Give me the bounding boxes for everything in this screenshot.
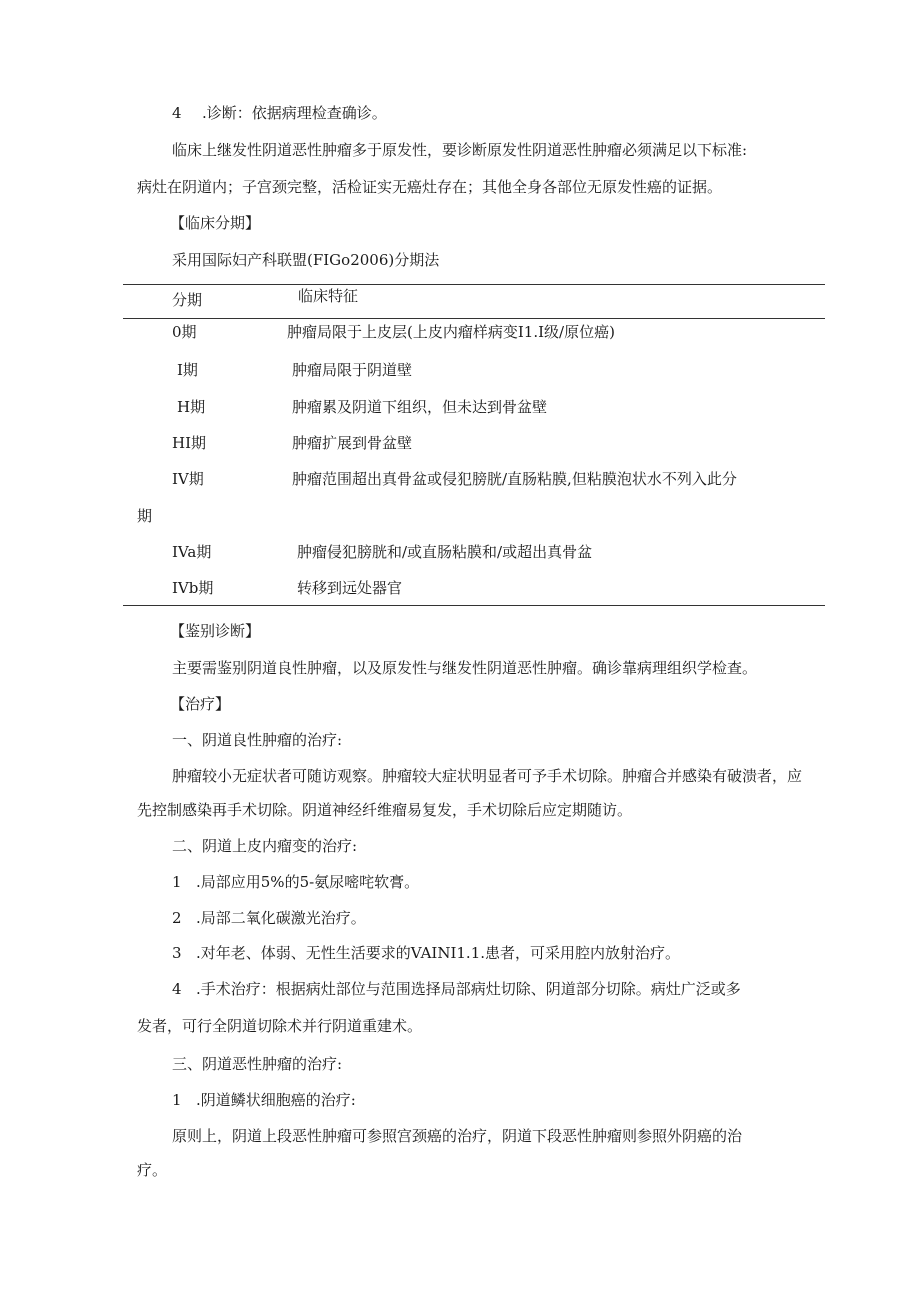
item-text: .对年老、体弱、无性生活要求的VAINI1.1.患者，可采用腔内放射治疗。 xyxy=(196,944,681,962)
table-header-feature: 临床特征 xyxy=(298,287,359,305)
benign-line-2: 先控制感染再手术切除。阴道神经纤维瘤易复发，手术切除后应定期随访。 xyxy=(137,801,633,819)
table-top-rule xyxy=(123,284,825,285)
item-number: 2 xyxy=(172,909,182,927)
stage-feature: 肿瘤范围超出真骨盆或侵犯膀胱/直肠粘膜,但粘膜泡状水不列入此分 xyxy=(292,470,737,488)
stage-label: IV期 xyxy=(172,470,204,488)
stage-feature: 肿瘤局限于上皮层(上皮内瘤样病变I1.I级/原位癌) xyxy=(287,323,615,341)
stage-feature-continued: 期 xyxy=(137,507,153,525)
item-number: 1 xyxy=(172,1091,182,1109)
item-text: .手术治疗：根据病灶部位与范围选择局部病灶切除、阴道部分切除。病灶广泛或多 xyxy=(196,980,741,998)
malignant-item xyxy=(172,1090,356,1110)
stage-label: H期 xyxy=(177,398,206,416)
item-text: .局部二氧化碳激光治疗。 xyxy=(196,909,366,927)
benign-line-1: 肿瘤较小无症状者可随访观察。肿瘤较大症状明显者可予手术切除。肿瘤合并感染有破溃者，应 xyxy=(172,767,803,785)
differential-heading: 【鉴别诊断】 xyxy=(170,622,261,640)
stage-label: IVa期 xyxy=(172,543,212,561)
staging-heading: 【临床分期】 xyxy=(170,214,261,232)
vain-item-continued: 发者，可行全阴道切除术并行阴道重建术。 xyxy=(137,1017,423,1035)
stage-label: I期 xyxy=(177,361,198,379)
vain-item xyxy=(172,943,680,963)
principle-line-2: 疗。 xyxy=(137,1161,168,1179)
staging-method: 采用国际妇产科联盟(FIGo2006)分期法 xyxy=(172,251,440,269)
item-text: .局部应用5%的5-氨尿嘧咤软膏。 xyxy=(196,873,420,891)
differential-text: 主要需鉴别阴道良性肿瘤，以及原发性与继发性阴道恶性肿瘤。确诊靠病理组织学检查。 xyxy=(172,659,758,677)
diagnosis-item xyxy=(172,103,387,123)
item-number: 1 xyxy=(172,873,182,891)
principle-line-1: 原则上，阴道上段恶性肿瘤可参照宫颈癌的治疗，阴道下段恶性肿瘤则参照外阴癌的治 xyxy=(172,1127,743,1145)
stage-feature: 转移到远处器官 xyxy=(297,579,403,597)
stage-feature: 肿瘤侵犯膀胱和/或直肠粘膜和/或超出真骨盆 xyxy=(297,543,593,561)
vain-title: 二、阴道上皮内瘤变的治疗: xyxy=(172,837,358,855)
table-header-rule xyxy=(123,318,825,319)
item-number: 4 xyxy=(172,980,182,998)
stage-feature: 肿瘤局限于阴道壁 xyxy=(292,361,413,379)
stage-label: IVb期 xyxy=(172,579,214,597)
item-text: .诊断：依据病理检查确诊。 xyxy=(202,104,387,122)
vain-item xyxy=(172,872,419,892)
malignant-title: 三、阴道恶性肿瘤的治疗: xyxy=(172,1055,343,1073)
stage-feature: 肿瘤累及阴道下组织，但未达到骨盆壁 xyxy=(292,398,548,416)
stage-label: 0期 xyxy=(172,323,197,341)
treatment-heading: 【治疗】 xyxy=(170,695,231,713)
criteria-line-1: 临床上继发性阴道恶性肿瘤多于原发性，要诊断原发性阴道恶性肿瘤必须满足以下标准: xyxy=(172,141,748,159)
item-text: .阴道鳞状细胞癌的治疗: xyxy=(196,1091,356,1109)
item-number: 3 xyxy=(172,944,182,962)
criteria-line-2: 病灶在阴道内；子宫颈完整，活检证实无癌灶存在；其他全身各部位无原发性癌的证据。 xyxy=(137,178,723,196)
stage-feature: 肿瘤扩展到骨盆壁 xyxy=(292,434,413,452)
benign-title: 一、阴道良性肿瘤的治疗: xyxy=(172,731,343,749)
vain-item xyxy=(172,908,366,928)
item-number: 4 xyxy=(172,104,182,122)
stage-label: HI期 xyxy=(172,434,207,452)
table-header-stage: 分期 xyxy=(172,291,203,309)
table-bottom-rule xyxy=(123,605,825,606)
vain-item xyxy=(172,979,741,999)
